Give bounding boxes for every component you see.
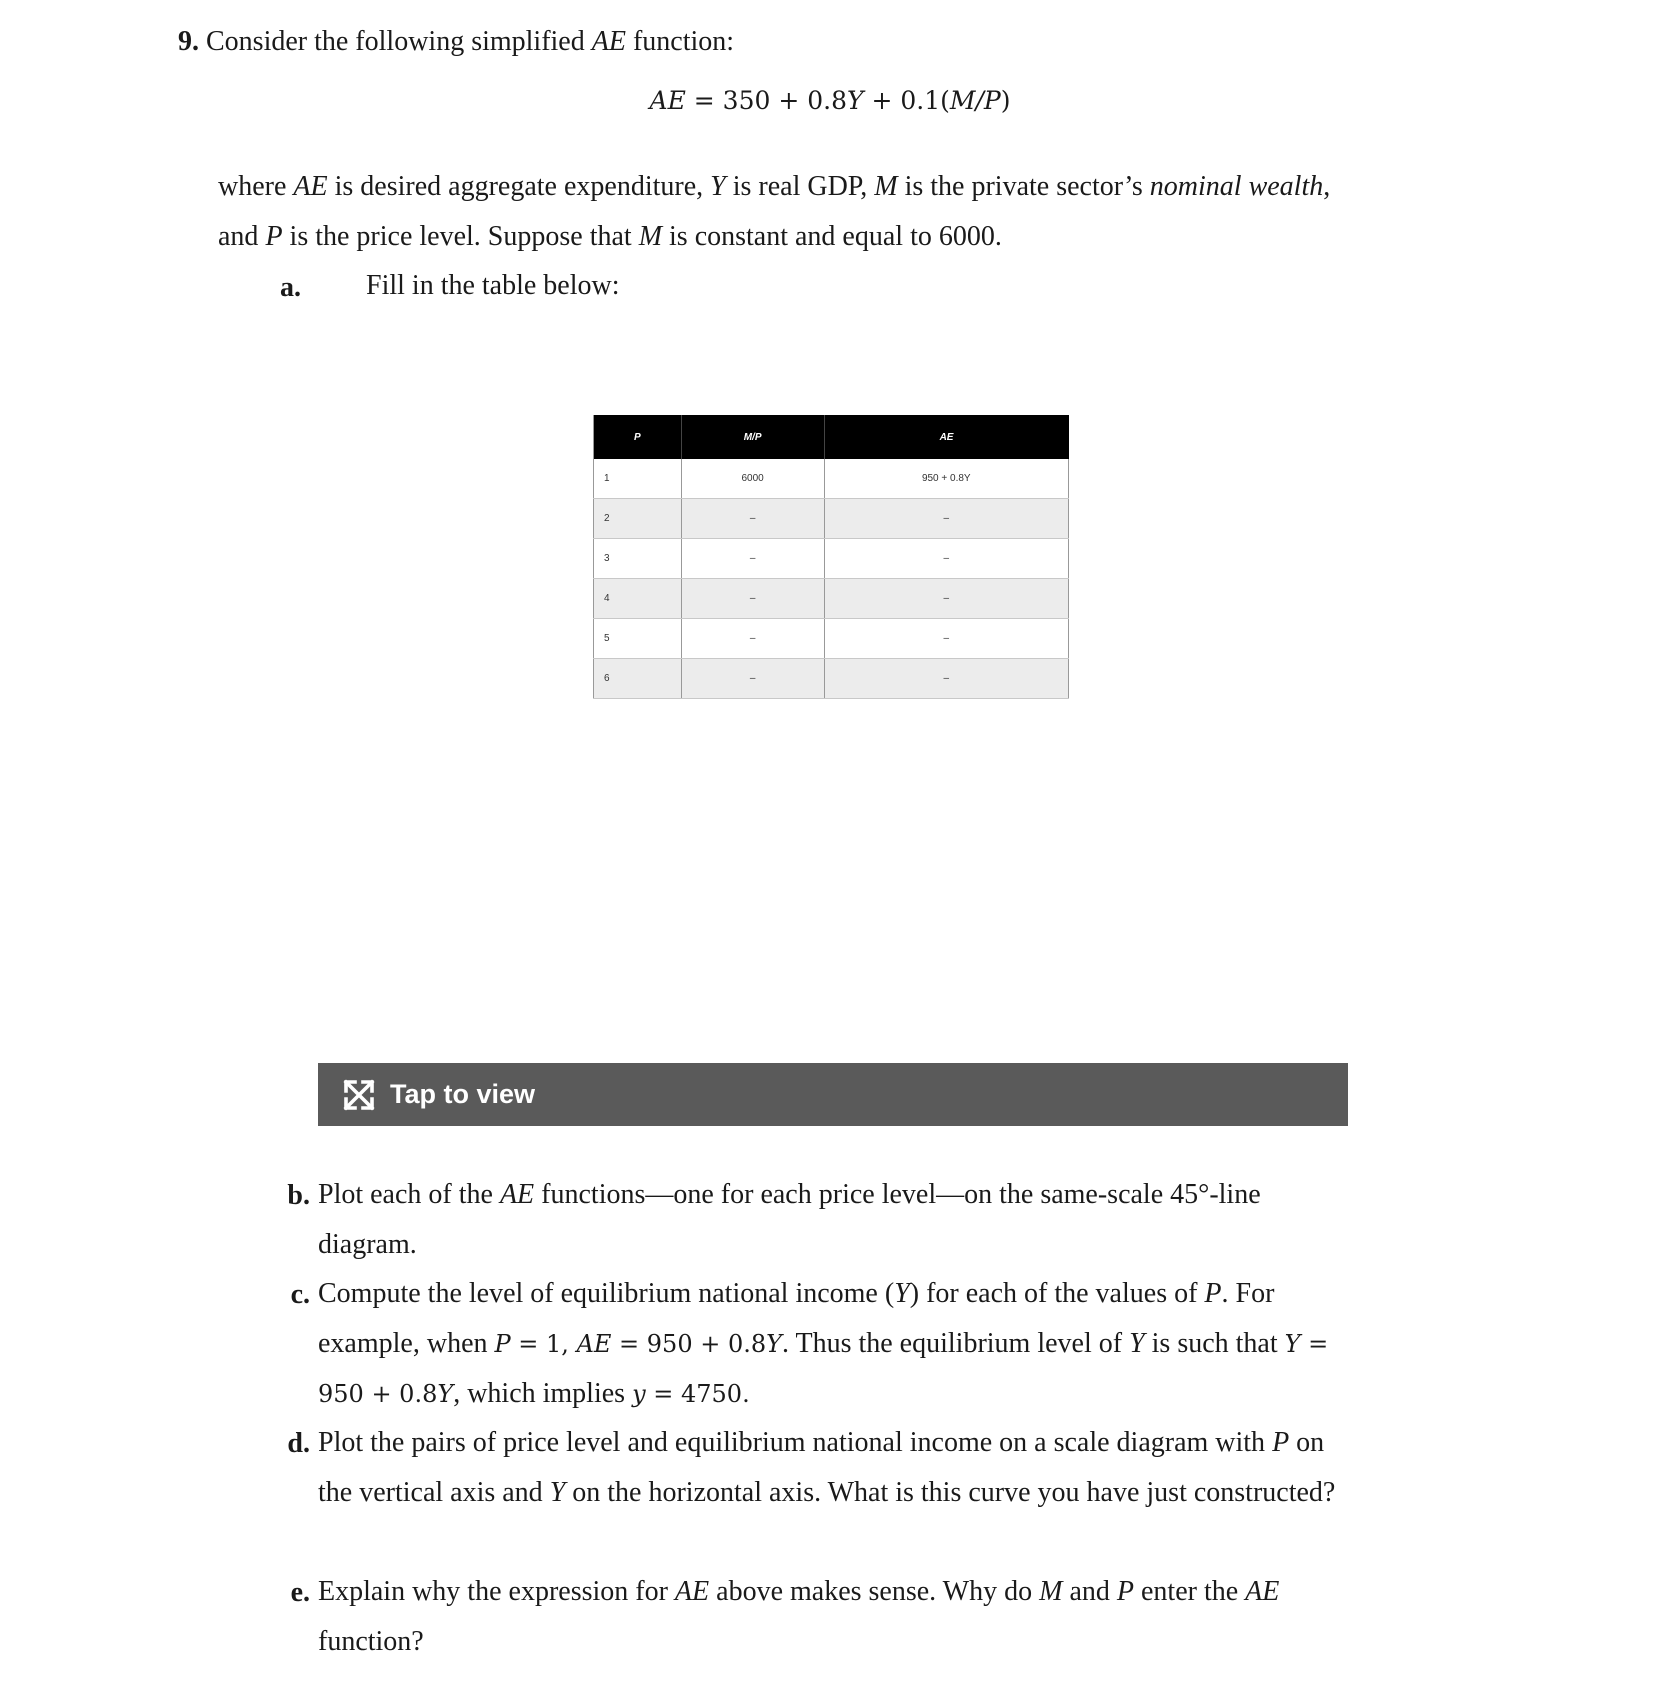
intro-t2: is desired aggregate expenditure, — [327, 171, 711, 202]
intro-var-p: P — [265, 221, 283, 252]
eq-rhs-mp: M/P — [949, 86, 1001, 115]
eq-rhs-c: ) — [1000, 86, 1011, 115]
intro-var-m2: M — [638, 221, 663, 252]
table-row — [594, 499, 1069, 539]
cell-p: 2 — [594, 499, 682, 539]
part-c-var-p: P — [1204, 1278, 1222, 1309]
price-level-table — [593, 415, 1069, 699]
part-d-var-p: P — [1272, 1427, 1290, 1458]
table-header-row — [594, 415, 1069, 459]
table-row — [594, 459, 1069, 499]
part-e-var-m: M — [1039, 1576, 1063, 1607]
cell-p: 4 — [594, 579, 682, 619]
part-d-letter: d. — [287, 1428, 310, 1459]
intro-paragraph — [218, 162, 1368, 262]
part-d-t1: Plot the pairs of price level and equilibrium national income on a scale diagram with — [318, 1427, 1273, 1458]
part-e-t1: Explain why the expression for — [318, 1576, 675, 1607]
cell-ae: – — [824, 659, 1068, 699]
header-end: function: — [632, 26, 735, 57]
part-c-math-p: P — [494, 1330, 511, 1358]
intro-var-m: M — [874, 171, 898, 202]
part-d-t2: on the vertical axis and — [318, 1427, 1325, 1508]
part-e-text — [318, 1567, 1358, 1667]
tap-to-view-button[interactable] — [318, 1063, 1348, 1126]
cell-mp: – — [681, 579, 824, 619]
part-c-t4: . Thus the equilibrium level of — [781, 1328, 1130, 1359]
intro-t6: is the price level. Suppose that — [282, 221, 639, 252]
part-c-math-p-eq: = 1, — [510, 1330, 577, 1358]
intro-var-y: Y — [710, 171, 726, 202]
header-p: P — [594, 415, 682, 459]
ae-equation — [0, 86, 1660, 115]
intro-t7: is constant and equal to 6000. — [662, 221, 1002, 252]
intro-nominal-wealth: nominal wealth — [1149, 171, 1324, 202]
question-number: 9. — [178, 26, 199, 57]
part-c-math-ae-y: Y — [766, 1330, 782, 1358]
cell-mp: – — [681, 539, 824, 579]
part-a-text: Fill in the table below: — [366, 270, 620, 301]
intro-t5: , and — [218, 171, 1331, 252]
intro-t4: is the private sector’s — [897, 171, 1150, 202]
part-e-var-ae: AE — [674, 1576, 710, 1607]
cell-ae: – — [824, 539, 1068, 579]
part-c-math-y: Y — [1284, 1330, 1301, 1358]
part-b-letter: b. — [287, 1180, 310, 1211]
question-header — [178, 22, 734, 62]
part-b-text — [318, 1170, 1358, 1270]
part-d-var-y: Y — [549, 1477, 566, 1508]
table-row — [594, 579, 1069, 619]
part-c-var-y: Y — [894, 1278, 910, 1309]
intro-t1: where — [218, 171, 294, 202]
intro-t3: is real GDP, — [725, 171, 875, 202]
part-c-t5: is such that — [1144, 1328, 1285, 1359]
eq-lhs: AE — [649, 86, 686, 115]
part-e-t2: above makes sense. Why do — [709, 1576, 1040, 1607]
part-c-var-y2: Y — [1129, 1328, 1145, 1359]
part-b-var-ae: AE — [499, 1179, 535, 1210]
cell-ae: – — [824, 499, 1068, 539]
part-d-text — [318, 1418, 1358, 1518]
part-c-text — [318, 1269, 1358, 1419]
cell-p: 3 — [594, 539, 682, 579]
intro-var-ae: AE — [293, 171, 328, 202]
cell-p: 1 — [594, 459, 682, 499]
header-var: AE — [591, 26, 626, 57]
cell-p: 5 — [594, 619, 682, 659]
part-e-letter: e. — [290, 1577, 310, 1608]
cell-ae: – — [824, 579, 1068, 619]
part-e-t3: and — [1062, 1576, 1117, 1607]
part-c-math-result: = 4750. — [645, 1380, 750, 1408]
part-c-t6: , which implies — [453, 1378, 633, 1409]
part-c-t3: . For example, when — [318, 1278, 1275, 1359]
part-c-t1: Compute the level of equilibrium national income ( — [318, 1278, 895, 1309]
header-ae: AE — [824, 415, 1068, 459]
table-row — [594, 539, 1069, 579]
eq-rhs-b: + 0.1( — [863, 86, 950, 115]
part-e-t4: enter the — [1133, 1576, 1246, 1607]
cell-p: 6 — [594, 659, 682, 699]
cell-ae: 950 + 0.8Y — [824, 459, 1068, 499]
cell-ae: – — [824, 619, 1068, 659]
part-a-letter: a. — [280, 272, 301, 303]
part-e-var-ae2: AE — [1245, 1576, 1280, 1607]
cell-mp: 6000 — [681, 459, 824, 499]
cell-mp: – — [681, 659, 824, 699]
part-c-math-ae: AE — [576, 1330, 612, 1358]
part-e-t5: function? — [318, 1626, 424, 1657]
expand-icon — [342, 1078, 376, 1112]
part-c-t2: ) for each of the values of — [909, 1278, 1205, 1309]
table-row — [594, 619, 1069, 659]
part-c-math-y-eq: = 950 + 0.8 — [318, 1330, 1329, 1408]
part-b-t2: functions—one for each price level—on the same-scale 45°-line diagram. — [318, 1179, 1261, 1260]
part-d-t3: on the horizontal axis. What is this curve you have just constructed? — [565, 1477, 1336, 1508]
part-c-math-y-y: Y — [437, 1380, 454, 1408]
header-text: Consider the following simplified — [206, 26, 585, 57]
part-c-math-lower-y: y — [632, 1380, 646, 1408]
eq-rhs-y: Y — [847, 86, 864, 115]
part-c-math-ae-eq: = 950 + 0.8 — [611, 1330, 767, 1358]
tap-to-view-label: Tap to view — [390, 1079, 536, 1109]
table-row — [594, 659, 1069, 699]
cell-mp: – — [681, 619, 824, 659]
part-b-t1: Plot each of the — [318, 1179, 500, 1210]
header-mp: M/P — [681, 415, 824, 459]
part-c-letter: c. — [290, 1279, 310, 1310]
eq-rhs-a: = 350 + 0.8 — [685, 86, 847, 115]
cell-mp: – — [681, 499, 824, 539]
part-e-var-p: P — [1116, 1576, 1134, 1607]
